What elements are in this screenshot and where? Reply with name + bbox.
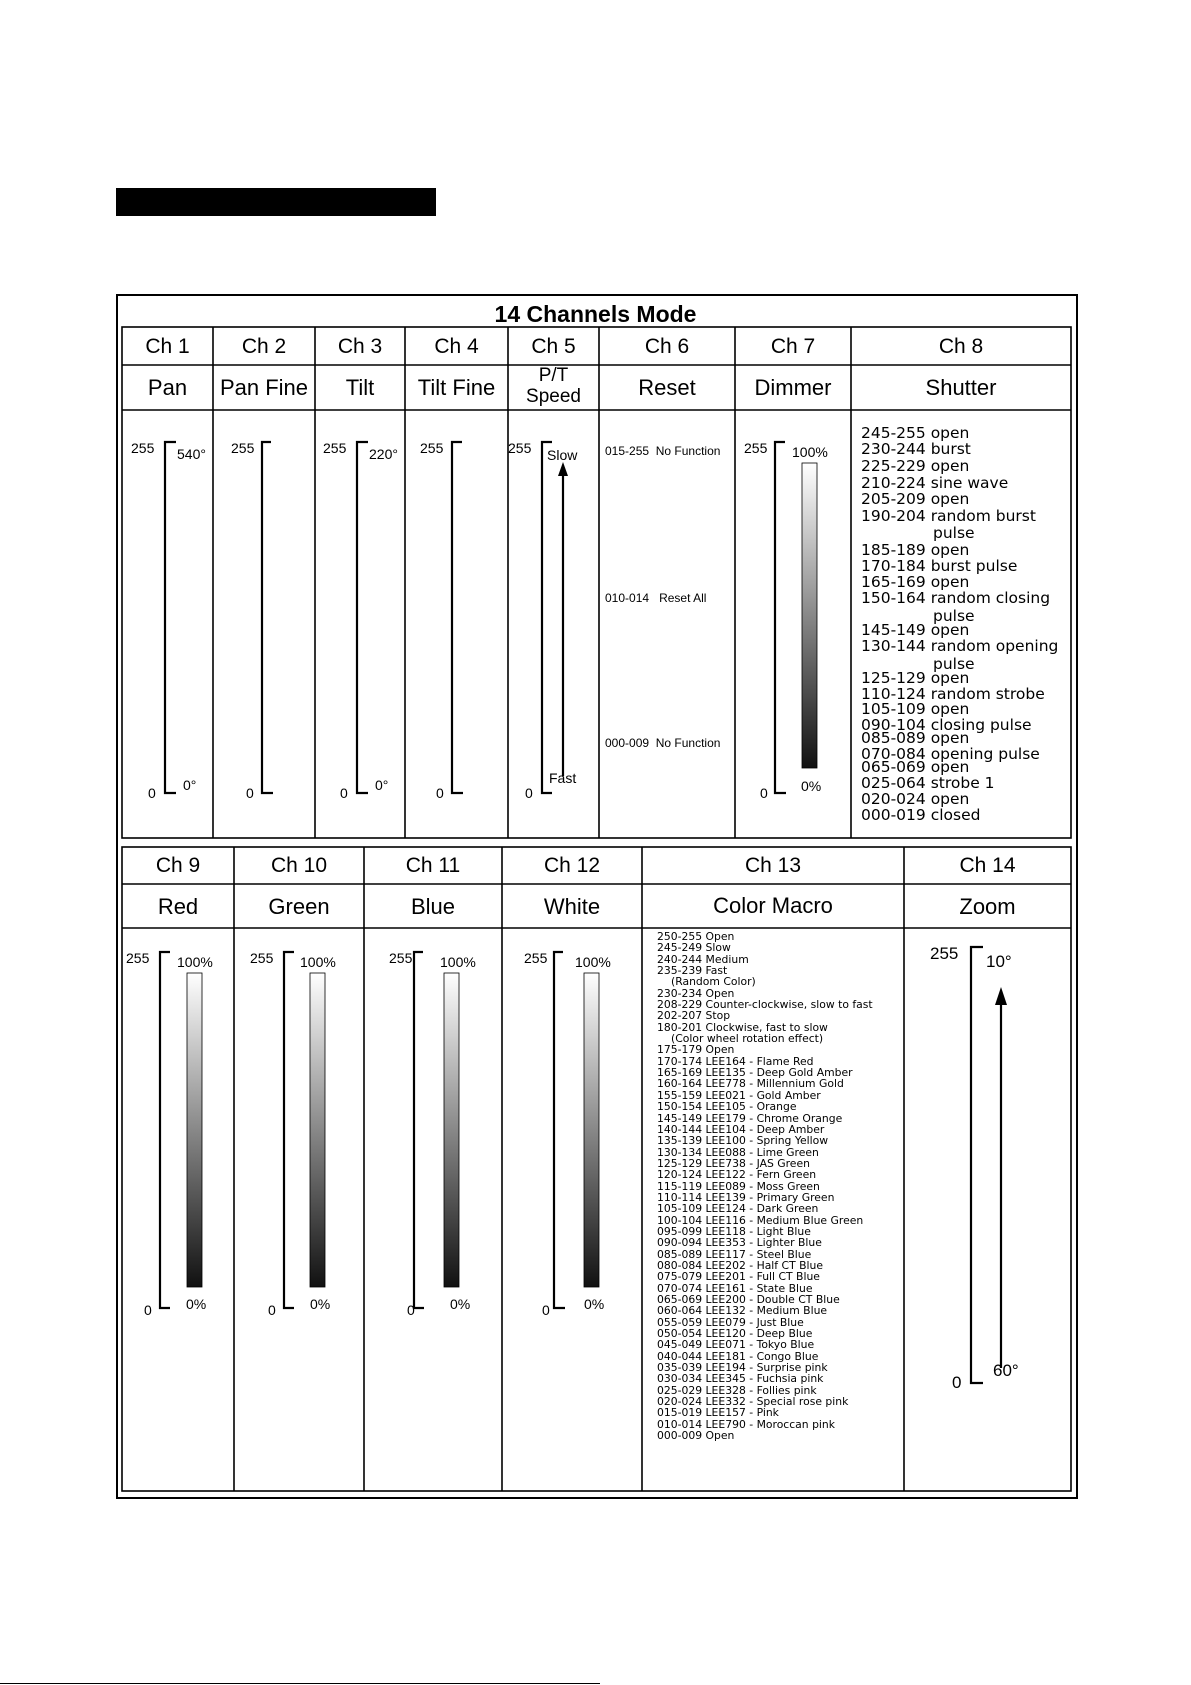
- color-macro-entry: 010-014 LEE790 - Moroccan pink: [657, 1417, 836, 1431]
- color-macro-entry: 055-059 LEE079 - Just Blue: [657, 1315, 804, 1329]
- color-macro-entry: 150-154 LEE105 - Orange: [657, 1100, 797, 1114]
- reset-row-2: 010-014 Reset All: [605, 591, 707, 605]
- color-macro-entry: 250-255 Open: [657, 930, 735, 943]
- zoom-label: Zoom: [959, 894, 1016, 919]
- color-macro-entry: 065-069 LEE200 - Double CT Blue: [657, 1293, 840, 1306]
- ch14-header: Ch 14: [959, 854, 1016, 877]
- ch9-scale-top: 255: [126, 950, 150, 966]
- ch3-header: Ch 3: [337, 335, 383, 358]
- ch3-scale-bottom: 0: [340, 785, 348, 801]
- ch12-header: Ch 12: [543, 854, 601, 877]
- color-macro-entry: 070-074 LEE161 - State Blue: [657, 1281, 813, 1295]
- pan-top-degree: 540°: [177, 446, 206, 462]
- ch1-scale-bottom: 0: [148, 785, 156, 801]
- ch10-header: Ch 10: [270, 854, 328, 877]
- blue-label: Blue: [410, 894, 456, 919]
- ch11-pct-top: 100%: [440, 954, 476, 970]
- color-macro-entry: 180-201 Clockwise, fast to slow: [657, 1020, 828, 1034]
- color-macro-entry: 095-099 LEE118 - Light Blue: [657, 1224, 811, 1238]
- ch2-scale-top: 255: [231, 440, 255, 456]
- color-macro-entry: (Random Color): [671, 975, 756, 989]
- color-macro-entry: 145-149 LEE179 - Chrome Orange: [657, 1111, 843, 1125]
- pan-bottom-degree: 0°: [183, 777, 197, 793]
- speed-slow-label: Slow: [547, 447, 578, 463]
- shutter-label: Shutter: [925, 375, 997, 400]
- speed-label: Speed: [526, 386, 581, 407]
- ch8-header: Ch 8: [938, 335, 984, 358]
- color-macro-entry: 202-207 Stop: [657, 1009, 731, 1023]
- color-macro-entry: 040-044 LEE181 - Congo Blue: [657, 1349, 819, 1363]
- color-macro-entry: 208-229 Counter-clockwise, slow to fast: [657, 998, 873, 1012]
- green-label: Green: [268, 894, 330, 919]
- color-macro-entry: 035-039 LEE194 - Surprise pink: [657, 1361, 828, 1375]
- pan-label: Pan: [147, 375, 188, 400]
- table-title: 14 Channels Mode: [494, 301, 697, 327]
- ch4-header: Ch 4: [434, 335, 479, 358]
- ch12-pct-bottom: 0%: [584, 1296, 605, 1312]
- ch12-scale-top: 255: [524, 950, 548, 966]
- red-label: Red: [157, 894, 199, 919]
- color-macro-entry: 170-174 LEE164 - Flame Red: [657, 1054, 814, 1068]
- ch2-header: Ch 2: [241, 335, 287, 358]
- ch4-scale-top: 255: [420, 440, 444, 456]
- ch10-scale-bottom: 0: [268, 1302, 276, 1318]
- color-macro-entry: 090-094 LEE353 - Lighter Blue: [657, 1236, 822, 1250]
- tilt-bottom-degree: 0°: [375, 777, 389, 793]
- ch14-scale-bottom: 0: [952, 1373, 962, 1392]
- color-macro-entry: 060-064 LEE132 - Medium Blue: [657, 1304, 828, 1318]
- color-macro-entry: 135-139 LEE100 - Spring Yellow: [657, 1134, 829, 1148]
- tilt-top-degree: 220°: [369, 446, 398, 462]
- pan-fine-label: Pan Fine: [219, 375, 309, 400]
- color-macro-list: [657, 931, 873, 1441]
- pt-label: P/T: [538, 365, 569, 386]
- color-macro-entry: (Color wheel rotation effect): [671, 1032, 824, 1046]
- color-macro-entry: 240-244 Medium: [657, 952, 749, 966]
- color-macro-entry: 120-124 LEE122 - Fern Green: [657, 1168, 817, 1182]
- ch9-pct-top: 100%: [177, 954, 213, 970]
- ch9-pct-bottom: 0%: [186, 1296, 207, 1312]
- color-macro-entry: 130-134 LEE088 - Lime Green: [657, 1145, 819, 1159]
- zoom-bottom-degree: 60°: [993, 1361, 1019, 1380]
- color-macro-label: Color Macro: [713, 893, 833, 918]
- color-macro-entry: 100-104 LEE116 - Medium Blue Green: [657, 1213, 864, 1227]
- ch7-scale-top: 255: [744, 440, 768, 456]
- ch2-scale-bottom: 0: [246, 785, 254, 801]
- ch11-header: Ch 11: [405, 854, 461, 877]
- zoom-top-degree: 10°: [986, 952, 1012, 971]
- reset-row-3: 000-009 No Function: [605, 736, 721, 750]
- ch7-header: Ch 7: [770, 335, 816, 358]
- ch14-scale-top: 255: [930, 944, 959, 963]
- ch12-pct-top: 100%: [575, 954, 611, 970]
- ch1-header: Ch 1: [145, 335, 190, 358]
- ch1-scale-top: 255: [131, 440, 155, 456]
- ch11-scale-bottom: 0: [407, 1302, 415, 1318]
- ch5-header: Ch 5: [531, 335, 576, 358]
- speed-fast-label: Fast: [549, 770, 577, 786]
- color-macro-entry: 175-179 Open: [657, 1043, 735, 1057]
- ch9-header: Ch 9: [155, 854, 201, 877]
- ch5-scale-top: 255: [508, 440, 532, 456]
- white-label: White: [543, 894, 601, 919]
- dimmer-top-pct: 100%: [792, 444, 828, 460]
- ch10-scale-top: 255: [250, 950, 274, 966]
- color-macro-entry: 140-144 LEE104 - Deep Amber: [657, 1122, 825, 1136]
- footer-rule: [0, 1683, 600, 1684]
- reset-label: Reset: [638, 375, 696, 400]
- color-macro-entry: 045-049 LEE071 - Tokyo Blue: [657, 1338, 815, 1352]
- tilt-fine-label: Tilt Fine: [417, 375, 496, 400]
- color-macro-entry: 020-024 LEE332 - Special rose pink: [657, 1395, 849, 1409]
- ch13-header: Ch 13: [744, 854, 802, 877]
- color-macro-entry: 075-079 LEE201 - Full CT Blue: [657, 1270, 820, 1284]
- color-macro-entry: 000-009 Open: [657, 1429, 735, 1443]
- color-macro-entry: 235-239 Fast: [657, 964, 728, 978]
- shutter-values-list: 245-255 open 230-244 burst 225-229 open 210-224 sine wave 205-209 open 190-204 random burst pulse 185-189 open 170-184 burst pulse 165-169 open 150-164 random closing pulse 145-149 open 130-144 random opening pulse 125-129 open 110-124 random strobe 105-109 open 090-104 closing pulse 085-089 open 070-084 opening pulse 065-069 open 025-064 strobe 1 020-024 open 000-019 closed: [861, 424, 1059, 824]
- ch10-pct-top: 100%: [300, 954, 336, 970]
- color-macro-entry: 115-119 LEE089 - Moss Green: [657, 1179, 820, 1193]
- color-macro-entry: 025-029 LEE328 - Follies pink: [657, 1383, 817, 1397]
- color-macro-entry: 165-169 LEE135 - Deep Gold Amber: [657, 1066, 853, 1080]
- ch10-pct-bottom: 0%: [310, 1296, 331, 1312]
- dimmer-label: Dimmer: [754, 375, 832, 400]
- color-macro-entry: 030-034 LEE345 - Fuchsia pink: [657, 1372, 824, 1386]
- color-macro-entry: 155-159 LEE021 - Gold Amber: [657, 1088, 821, 1102]
- ch9-scale-bottom: 0: [144, 1302, 152, 1318]
- color-macro-entry: 105-109 LEE124 - Dark Green: [657, 1202, 819, 1216]
- ch5-scale-bottom: 0: [525, 785, 533, 801]
- color-macro-entry: 085-089 LEE117 - Steel Blue: [657, 1247, 812, 1261]
- ch12-scale-bottom: 0: [542, 1302, 550, 1318]
- tilt-label: Tilt: [345, 375, 375, 400]
- color-macro-entry: 160-164 LEE778 - Millennium Gold: [657, 1077, 844, 1091]
- color-macro-entry: 080-084 LEE202 - Half CT Blue: [657, 1258, 823, 1272]
- ch11-pct-bottom: 0%: [450, 1296, 471, 1312]
- ch4-scale-bottom: 0: [436, 785, 444, 801]
- color-macro-entry: 110-114 LEE139 - Primary Green: [657, 1190, 835, 1204]
- dimmer-bottom-pct: 0%: [801, 778, 822, 794]
- ch6-header: Ch 6: [644, 335, 690, 358]
- color-macro-entry: 230-234 Open: [657, 986, 735, 1000]
- ch7-scale-bottom: 0: [760, 785, 768, 801]
- ch11-scale-top: 255: [389, 950, 413, 966]
- color-macro-entry: 050-054 LEE120 - Deep Blue: [657, 1327, 813, 1341]
- reset-row-1: 015-255 No Function: [605, 444, 721, 458]
- ch3-scale-top: 255: [323, 440, 347, 456]
- color-macro-entry: 125-129 LEE738 - JAS Green: [657, 1156, 810, 1170]
- color-macro-entry: 015-019 LEE157 - Pink: [657, 1406, 779, 1420]
- color-macro-entry: 245-249 Slow: [657, 941, 731, 955]
